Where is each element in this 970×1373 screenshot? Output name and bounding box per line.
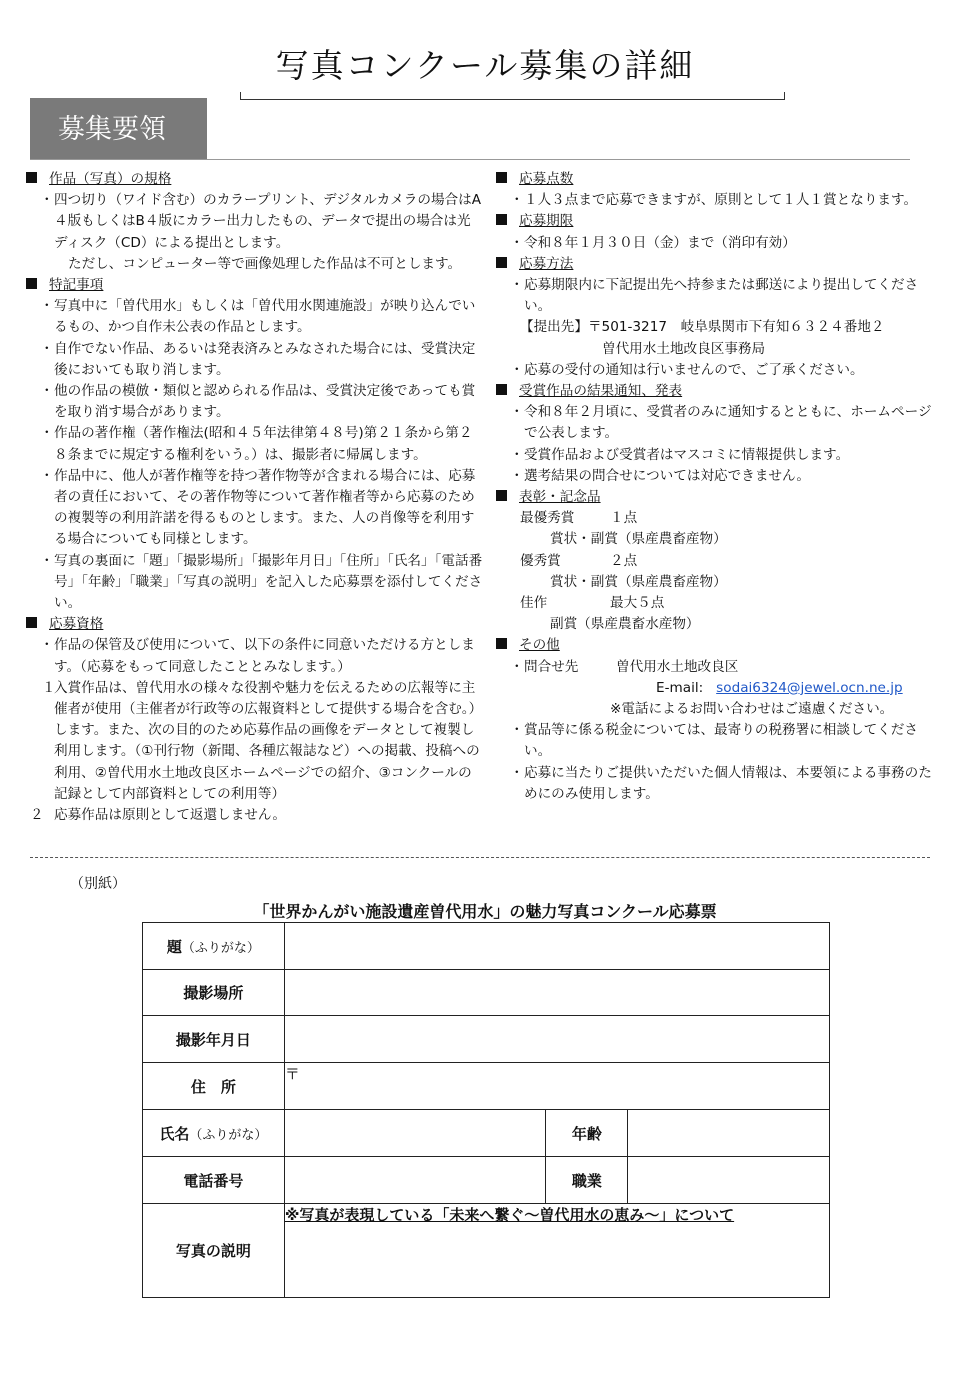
list-item-note: ただし、コンピューター等で画像処理した作品は不可とします。 (68, 255, 462, 272)
list-item: ・ 作品中に、他人が著作権等を持つ著作物等が含まれる場合には、応募者の責任において、その著作物等について著作権者等から応募のための複製等の利用許諾を得るものとします。また、人の肖像等を利用する場合についても同様とします。 (40, 467, 476, 548)
section-heading-results: 受賞作品の結果通知、発表 (492, 381, 942, 402)
email-link[interactable]: sodai6324@jewel.ocn.ne.jp (716, 679, 903, 696)
square-bullet-icon (26, 278, 37, 289)
section-banner: 募集要領 (30, 98, 207, 159)
description-input[interactable] (284, 1204, 829, 1298)
list-item: ・ 受賞作品および受賞者はマスコミに情報提供します。 (510, 446, 850, 463)
email-row: E-mail: sodai6324@jewel.ocn.ne.jp (656, 679, 903, 696)
list-item: ・ 他の作品の模倣・類似と認められる作品は、受賞決定後であっても賞を取り消す場合があります。 (40, 383, 476, 421)
application-form (142, 922, 830, 1298)
page-title: 写真コンクール募集の詳細 (275, 46, 695, 85)
form-row-date (143, 1016, 830, 1063)
square-bullet-icon (26, 172, 37, 183)
list-item: ・ 令和８年２月頃に、受賞者のみに通知するとともに、ホームページで公表します。 (510, 404, 932, 442)
form-row-place (143, 970, 830, 1016)
form-label-job: 職業 (546, 1157, 628, 1204)
section-heading-awards: 表彰・記念品 (492, 487, 942, 508)
phone-note: ※電話によるお問い合わせはご遠慮ください。 (610, 701, 894, 718)
section-heading-eligibility: 応募資格 (22, 614, 484, 635)
form-label-description: 写真の説明 (143, 1204, 285, 1298)
award-row: 優秀賞 ２点 (520, 552, 638, 569)
description-note: ※写真が表現している「未来へ繋ぐ～曽代用水の恵み～」について (284, 1206, 735, 1224)
list-item: ・ 問合せ先 曽代用水土地改良区 (510, 658, 739, 675)
banner-rule (30, 159, 910, 160)
form-title: 「世界かんがい施設遺産曽代用水」の魅力写真コンクール応募票 (253, 902, 717, 921)
section-heading-specs: 作品（写真）の規格 (22, 169, 484, 190)
form-label-place: 撮影場所 (143, 970, 285, 1016)
numbered-item: １ 入賞作品は、曽代用水の様々な役割や魅力を伝えるための広報等に主催者が使用（主催者が行政等の広報資料として提供する場合を含む。）します。また、次の目的のため応募作品の画像をデータとして複製し利用します。（①刊行物（新聞、各種広報誌など）への掲載、投稿への利用、②曽代用水土地改良区ホームページでの紹介、③コンクールの記録として内部資料としての利用等） (42, 679, 483, 802)
date-input[interactable] (284, 1016, 829, 1063)
form-row-name (143, 1110, 830, 1157)
square-bullet-icon (496, 172, 507, 183)
postal-mark: 〒 (284, 1065, 300, 1083)
list-item: ・ 令和８年１月３０日（金）まで（消印有効） (510, 234, 796, 251)
name-input[interactable] (284, 1110, 546, 1157)
square-bullet-icon (496, 384, 507, 395)
award-row: 佳作 最大５点 (520, 595, 665, 612)
phone-input[interactable] (284, 1157, 546, 1204)
award-row: 最優秀賞 １点 (520, 510, 638, 527)
section-heading-other: その他 (492, 635, 942, 656)
list-item: ・ 応募期限内に下記提出先へ持参または郵送により提出してください。 (510, 277, 919, 315)
form-label-phone: 電話番号 (143, 1157, 285, 1204)
form-label-age: 年齢 (546, 1110, 628, 1157)
list-item: ・ 写真の裏面に「題」「撮影場所」「撮影年月日」「住所」「氏名」「電話番号」「年齢」「職業」「写真の説明」を記入した応募票を添付してください。 (40, 552, 483, 612)
submission-office: 曽代用水土地改良区事務局 (602, 340, 766, 357)
section-heading-deadline: 応募期限 (492, 211, 942, 232)
numbered-item: ２ 応募作品は原則として返還しません。 (30, 807, 286, 824)
form-label-name: 氏名（ふりがな） (143, 1110, 285, 1157)
title-underline (240, 99, 785, 100)
cut-line (30, 857, 930, 858)
form-row-description (143, 1204, 830, 1298)
attachment-label: （別紙） (70, 876, 126, 892)
form-row-phone (143, 1157, 830, 1204)
list-item: ・ 作品の著作権（著作権法(昭和４５年法律第４８号)第２１条から第２８条までに規定する権利をいう。）は、撮影者に帰属します。 (40, 425, 473, 463)
list-item: ・ 応募に当たりご提供いただいた個人情報は、本要領による事務のためにのみ使用します。 (510, 764, 932, 802)
submission-address: 【提出先】〒501-3217 岐阜県関市下有知６３２４番地２ (520, 319, 885, 336)
square-bullet-icon (496, 214, 507, 225)
section-heading-notes: 特記事項 (22, 275, 484, 296)
award-prize: 賞状・副賞（県産農畜産物） (550, 573, 727, 590)
list-item: ・ 賞品等に係る税金については、最寄りの税務署に相談してください。 (510, 722, 918, 760)
age-input[interactable] (628, 1110, 830, 1157)
list-item: ・ 作品の保管及び使用について、以下の条件に同意いただける方とします。（応募をもって同意したこととみなします。） (40, 637, 475, 675)
form-label-title: 題（ふりがな） (143, 923, 285, 970)
square-bullet-icon (26, 617, 37, 628)
list-item: ・ 選考結果の問合せについては対応できません。 (510, 467, 811, 484)
form-row-title (143, 923, 830, 970)
list-item: ・ 四つ切り（ワイド含む）のカラープリント、デジタルカメラの場合はA４版もしくはB４版にカラー出力したもの、データで提出の場合は光ディスク（CD）による提出とします。 (40, 192, 482, 251)
award-prize: 副賞（県産農畜水産物） (550, 616, 700, 633)
title-input[interactable] (284, 923, 829, 970)
form-row-address (143, 1063, 830, 1110)
section-heading-count: 応募点数 (492, 169, 942, 190)
list-item: ・ 写真中に「曽代用水」もしくは「曽代用水関連施設」が映り込んでいるもの、かつ自作未公表の作品とします。 (40, 298, 476, 336)
list-item: ・ 応募の受付の通知は行いませんので、ご了承ください。 (510, 361, 864, 378)
title-underline-tick-left (240, 92, 241, 100)
job-input[interactable] (628, 1157, 830, 1204)
section-heading-method: 応募方法 (492, 254, 942, 275)
award-prize: 賞状・副賞（県産農畜産物） (550, 531, 727, 548)
left-column (22, 169, 484, 826)
square-bullet-icon (496, 257, 507, 268)
right-column (492, 169, 942, 805)
square-bullet-icon (496, 638, 507, 649)
place-input[interactable] (284, 970, 829, 1016)
list-item: ・ １人３点まで応募できますが、原則として１人１賞となります。 (510, 192, 918, 209)
list-item: ・ 自作でない作品、あるいは発表済みとみなされた場合には、受賞決定後においても取り消します。 (40, 340, 476, 378)
title-underline-tick-right (784, 92, 785, 100)
form-label-date: 撮影年月日 (143, 1016, 285, 1063)
form-label-address: 住 所 (143, 1063, 285, 1110)
square-bullet-icon (496, 490, 507, 501)
address-input[interactable] (284, 1063, 829, 1110)
